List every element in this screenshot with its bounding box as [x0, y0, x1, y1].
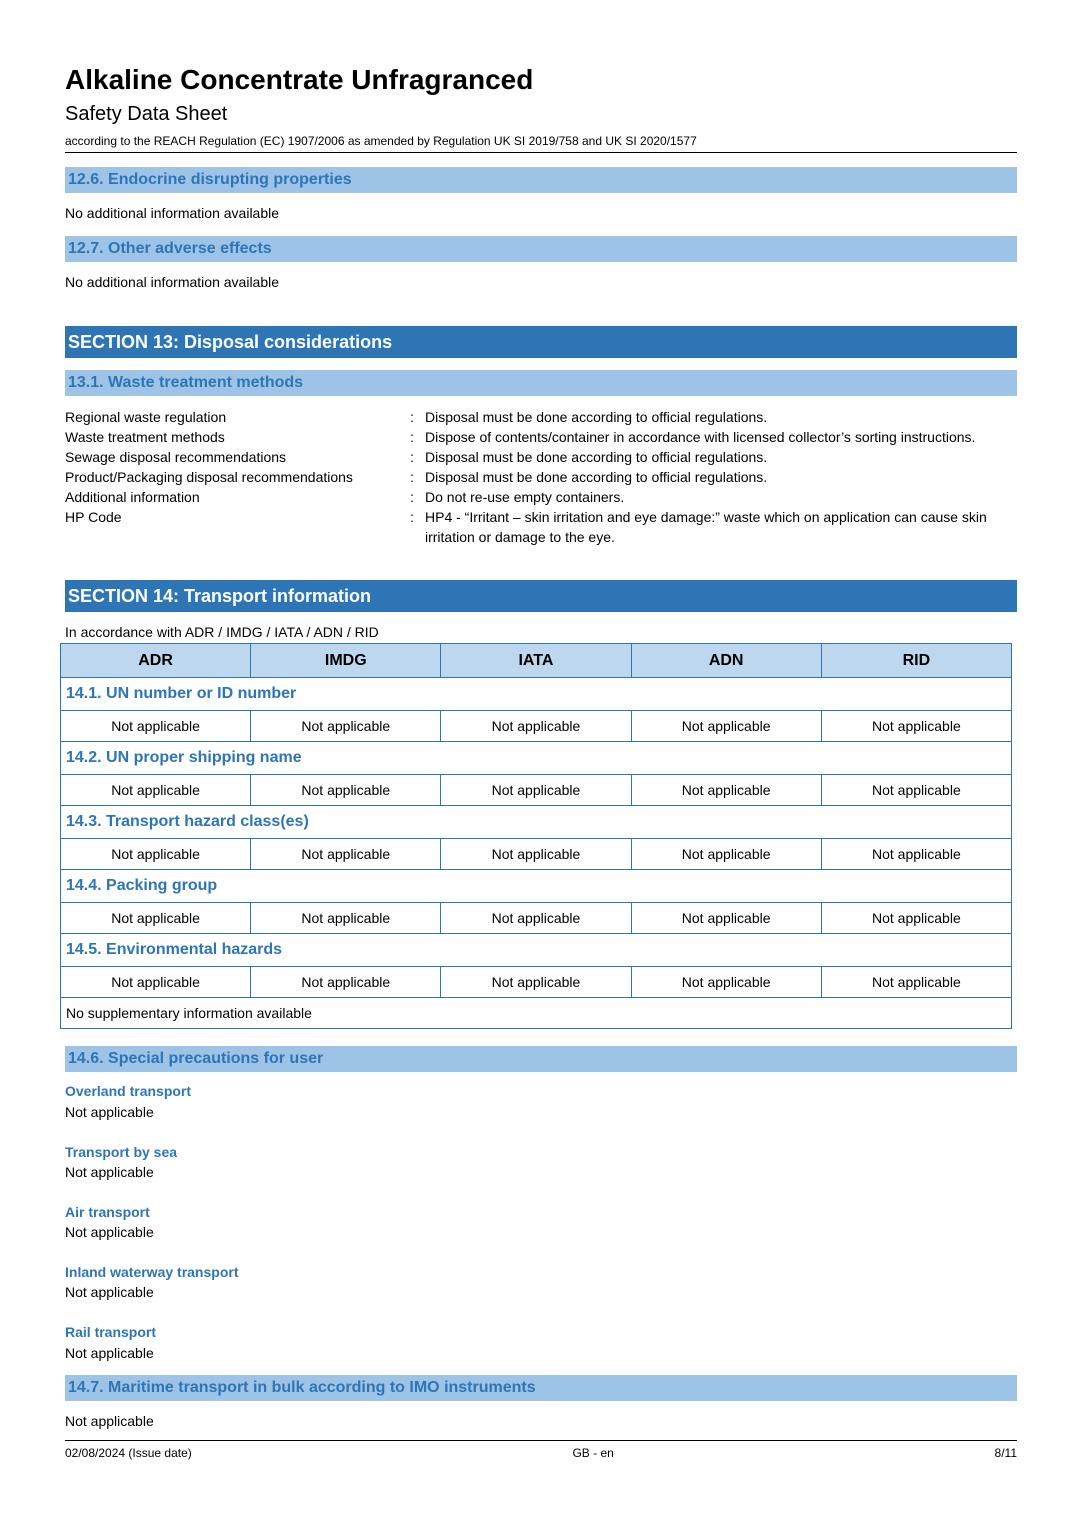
group-title-row — [61, 934, 1012, 967]
overland-transport-heading: Overland transport — [65, 1083, 192, 1099]
inland-waterway-value: Not applicable — [65, 1284, 154, 1300]
table-cell: Not applicable — [631, 903, 821, 934]
group-title-row — [61, 806, 1012, 839]
table-cell: Not applicable — [821, 775, 1011, 806]
column-header: ADR — [61, 644, 251, 678]
footer-divider — [65, 1440, 1017, 1441]
document-subtitle: Safety Data Sheet — [65, 103, 228, 125]
kv-row: Additional information : Do not re-use empty containers. — [65, 487, 1017, 507]
kv-value: Disposal must be done according to official regulations. — [425, 449, 768, 465]
kv-label: Regional waste regulation — [65, 409, 227, 425]
group-title-row — [61, 678, 1012, 711]
table-cell: Not applicable — [61, 839, 251, 870]
air-transport-heading: Air transport — [65, 1204, 150, 1220]
page-number: 8/11 — [994, 1446, 1017, 1460]
subsection-13-1-heading: 13.1. Waste treatment methods — [65, 370, 1017, 396]
group-title: 14.4. Packing group — [61, 870, 1012, 903]
page-footer — [65, 1446, 1017, 1460]
kv-label: HP Code — [65, 509, 122, 525]
column-header: IATA — [441, 644, 631, 678]
section-14-heading: SECTION 14: Transport information — [65, 580, 1017, 612]
table-cell: Not applicable — [441, 839, 631, 870]
table-cell: Not applicable — [441, 903, 631, 934]
rail-transport-heading: Rail transport — [65, 1324, 157, 1340]
sea-transport-heading: Transport by sea — [65, 1144, 178, 1160]
column-header: ADN — [631, 644, 821, 678]
table-cell: Not applicable — [441, 967, 631, 998]
kv-row: Waste treatment methods : Dispose of contents/container in accordance with licensed collector’s sorting instructions. — [65, 427, 1017, 447]
column-header: RID — [821, 644, 1011, 678]
kv-value: Dispose of contents/container in accordance with licensed collector’s sorting instructions. — [425, 429, 976, 445]
supplementary-row — [61, 998, 1012, 1029]
rail-transport-value: Not applicable — [65, 1345, 154, 1361]
kv-row: Sewage disposal recommendations : Disposal must be done according to official regulations. — [65, 447, 1017, 467]
table-cell: Not applicable — [251, 711, 441, 742]
table-cell: Not applicable — [251, 775, 441, 806]
table-cell: Not applicable — [821, 711, 1011, 742]
table-cell: Not applicable — [61, 711, 251, 742]
table-row — [61, 711, 1012, 742]
air-transport-value: Not applicable — [65, 1224, 154, 1240]
table-cell: Not applicable — [61, 775, 251, 806]
issue-date: 02/08/2024 (Issue date) — [65, 1446, 192, 1460]
kv-value: HP4 - “Irritant – skin irritation and eye damage:” waste which on application can cause skin irritation or damage to the eye. — [425, 509, 987, 545]
table-cell: Not applicable — [821, 903, 1011, 934]
table-row — [61, 775, 1012, 806]
locale-label: GB - en — [572, 1446, 614, 1460]
table-cell: Not applicable — [821, 967, 1011, 998]
kv-value: Do not re-use empty containers. — [425, 489, 625, 505]
subsection-14-6-heading: 14.6. Special precautions for user — [65, 1046, 1017, 1072]
transport-accordance-note: In accordance with ADR / IMDG / IATA / ADN / RID — [65, 624, 379, 640]
subsection-12-7-text: No additional information available — [65, 274, 280, 290]
kv-label: Sewage disposal recommendations — [65, 449, 287, 465]
table-cell: Not applicable — [631, 711, 821, 742]
subsection-12-6-text: No additional information available — [65, 205, 280, 221]
group-title-row — [61, 742, 1012, 775]
document-title: Alkaline Concentrate Unfragranced — [65, 64, 534, 95]
table-cell: Not applicable — [441, 711, 631, 742]
table-cell: Not applicable — [61, 903, 251, 934]
kv-label: Product/Packaging disposal recommendations — [65, 469, 353, 485]
overland-transport-value: Not applicable — [65, 1104, 154, 1120]
inland-waterway-heading: Inland waterway transport — [65, 1264, 239, 1280]
table-row — [61, 967, 1012, 998]
group-title-row — [61, 870, 1012, 903]
table-header-row — [61, 644, 1012, 678]
column-header: IMDG — [251, 644, 441, 678]
sea-transport-value: Not applicable — [65, 1164, 154, 1180]
kv-value: Disposal must be done according to official regulations. — [425, 409, 768, 425]
group-title: 14.2. UN proper shipping name — [61, 742, 1012, 775]
supplementary-note: No supplementary information available — [61, 998, 1012, 1029]
table-cell: Not applicable — [631, 967, 821, 998]
subsection-14-7-heading: 14.7. Maritime transport in bulk according to IMO instruments — [65, 1375, 1017, 1401]
kv-row: Regional waste regulation : Disposal must be done according to official regulations. — [65, 407, 1017, 427]
kv-label: Additional information — [65, 489, 200, 505]
subsection-12-7-heading: 12.7. Other adverse effects — [65, 236, 1017, 262]
subsection-12-6-heading: 12.6. Endocrine disrupting properties — [65, 167, 1017, 193]
subsection-14-7-text: Not applicable — [65, 1413, 154, 1429]
table-row — [61, 839, 1012, 870]
regulation-line: according to the REACH Regulation (EC) 1907/2006 as amended by Regulation UK SI 2019/758 and UK SI 2020/1577 — [65, 134, 697, 148]
table-cell: Not applicable — [251, 967, 441, 998]
table-cell: Not applicable — [631, 839, 821, 870]
table-cell: Not applicable — [441, 775, 631, 806]
kv-label: Waste treatment methods — [65, 429, 225, 445]
table-cell: Not applicable — [61, 967, 251, 998]
waste-treatment-list — [65, 407, 1017, 547]
table-cell: Not applicable — [251, 903, 441, 934]
table-row — [61, 903, 1012, 934]
section-13-heading: SECTION 13: Disposal considerations — [65, 326, 1017, 358]
header-divider — [65, 152, 1017, 153]
kv-value: Disposal must be done according to official regulations. — [425, 469, 768, 485]
table-cell: Not applicable — [251, 839, 441, 870]
kv-row: HP Code : HP4 - “Irritant – skin irritation and eye damage:” waste which on application can cause skin irritation or damage to the eye. — [65, 507, 1017, 547]
transport-table — [60, 643, 1012, 1029]
group-title: 14.3. Transport hazard class(es) — [61, 806, 1012, 839]
table-cell: Not applicable — [631, 775, 821, 806]
table-cell: Not applicable — [821, 839, 1011, 870]
kv-row: Product/Packaging disposal recommendations : Disposal must be done according to official regulations. — [65, 467, 1017, 487]
group-title: 14.5. Environmental hazards — [61, 934, 1012, 967]
group-title: 14.1. UN number or ID number — [61, 678, 1012, 711]
